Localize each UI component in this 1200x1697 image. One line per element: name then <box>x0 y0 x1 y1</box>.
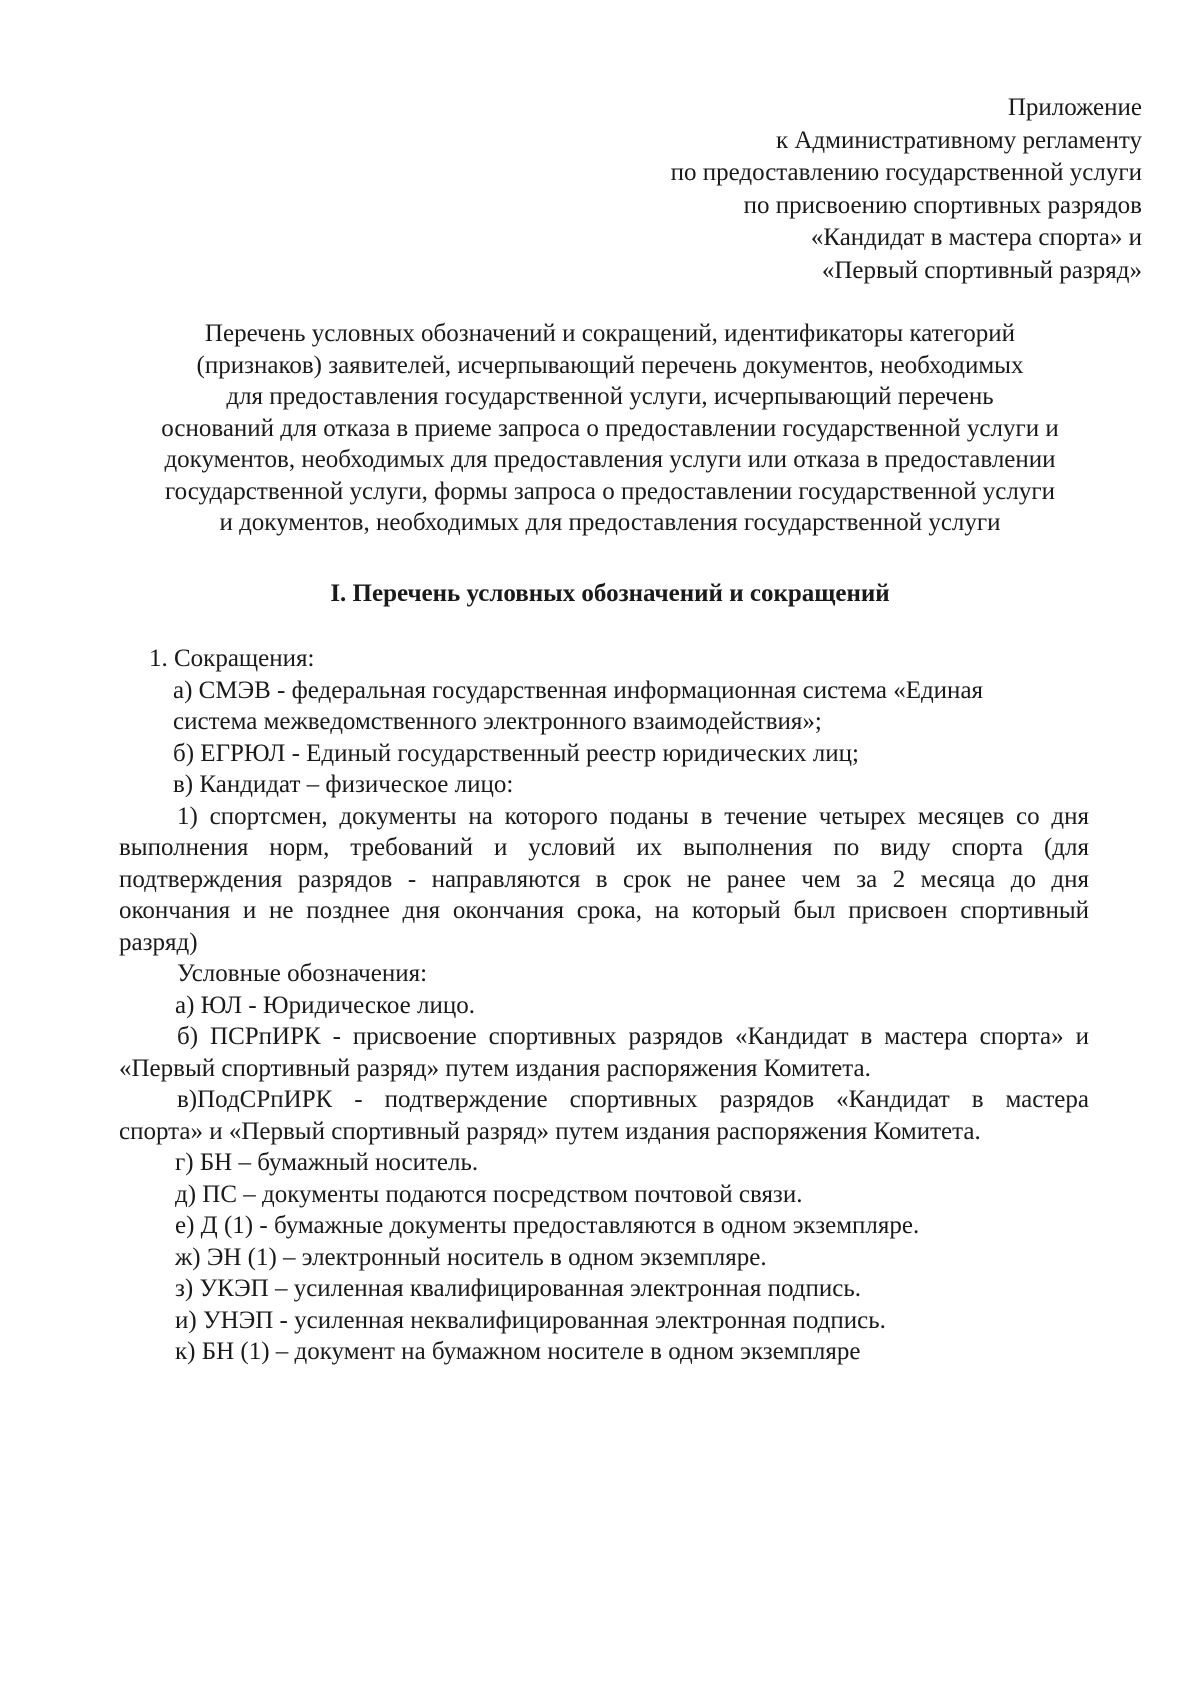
abbreviations-heading: 1. Сокращения: <box>149 645 315 672</box>
title-line: документов, необходимых для предоставления услуги или отказа в предоставлении <box>164 446 1056 473</box>
abbr-item-a-line2: система межведомственного электронного взаимодействия»; <box>173 708 822 735</box>
title-line: оснований для отказа в приеме запроса о предоставлении государственной услуги и <box>161 414 1059 442</box>
section-heading: I. Перечень условных обозначений и сокращений <box>330 580 890 607</box>
notation-item-b-line2: «Первый спортивный разряд» путем издания распоряжения Комитета. <box>119 1054 871 1082</box>
abbr-item-a-line1: а) СМЭВ - федеральная государственная информационная система «Единая <box>173 676 984 704</box>
notation-item-e: е) Д (1) - бумажные документы предоставляются в одном экземпляре. <box>175 1212 920 1239</box>
notation-item-i: и) УНЭП - усиленная неквалифицированная электронная подпись. <box>175 1306 886 1334</box>
section-content <box>119 643 1089 1368</box>
appendix-line: «Кандидат в мастера спорта» и <box>810 224 1142 251</box>
appendix-line: к Административному регламенту <box>775 126 1142 154</box>
abbr-item-v: в) Кандидат – физическое лицо: <box>173 771 514 798</box>
title-line: для предоставления государственной услуги, исчерпывающий перечень <box>226 383 994 410</box>
abbr-item-b: б) ЕГРЮЛ - Единый государственный реестр юридических лиц; <box>173 739 859 767</box>
notation-item-v-line1: в)ПодСРпИРК - подтверждение спортивных разрядов «Кандидат в мастера <box>177 1086 1089 1113</box>
notation-item-g: г) БН – бумажный носитель. <box>175 1149 479 1176</box>
title-line: государственной услуги, формы запроса о предоставлении государственной услуги <box>165 477 1055 505</box>
notations-heading: Условные обозначения: <box>177 960 428 987</box>
candidate-paragraph-line1: 1) спортсмен, документы на которого поданы в течение четырех месяцев со дня <box>177 802 1089 830</box>
notation-item-a: а) ЮЛ - Юридическое лицо. <box>175 991 475 1019</box>
appendix-line: Приложение <box>1007 94 1142 121</box>
appendix-line: «Первый спортивный разряд» <box>821 256 1142 284</box>
notation-item-d: д) ПС – документы подаются посредством почтовой связи. <box>175 1180 803 1208</box>
notation-item-k: к) БН (1) – документ на бумажном носителе в одном экземпляре <box>175 1338 861 1365</box>
candidate-paragraph-line5: разряд) <box>119 928 198 956</box>
appendix-line: по предоставлению государственной услуги <box>670 159 1142 186</box>
document-title <box>110 318 1110 539</box>
candidate-paragraph-line3: подтверждения разрядов - направляются в срок не ранее чем за 2 месяца до дня <box>119 865 1089 893</box>
candidate-paragraph-line4: окончания и не позднее дня окончания срока, на который был присвоен спортивный <box>119 897 1089 924</box>
title-line: и документов, необходимых для предоставления государственной услуги <box>219 509 1001 536</box>
notation-item-v-line2: спорта» и «Первый спортивный разряд» путем издания распоряжения Комитета. <box>119 1117 981 1145</box>
candidate-paragraph-line2: выполнения норм, требований и условий их выполнения по виду спорта (для <box>119 834 1089 861</box>
appendix-line: по присвоению спортивных разрядов <box>743 191 1142 219</box>
notation-item-z: з) УКЭП – усиленная квалифицированная электронная подпись. <box>175 1275 862 1302</box>
appendix-header <box>542 92 1142 287</box>
title-line: (признаков) заявителей, исчерпывающий перечень документов, необходимых <box>196 351 1024 379</box>
notation-item-zh: ж) ЭН (1) – электронный носитель в одном экземпляре. <box>175 1243 767 1271</box>
title-line: Перечень условных обозначений и сокращений, идентификаторы категорий <box>204 320 1016 347</box>
notation-item-b-line1: б) ПСРпИРК - присвоение спортивных разрядов «Кандидат в мастера спорта» и <box>177 1023 1089 1050</box>
